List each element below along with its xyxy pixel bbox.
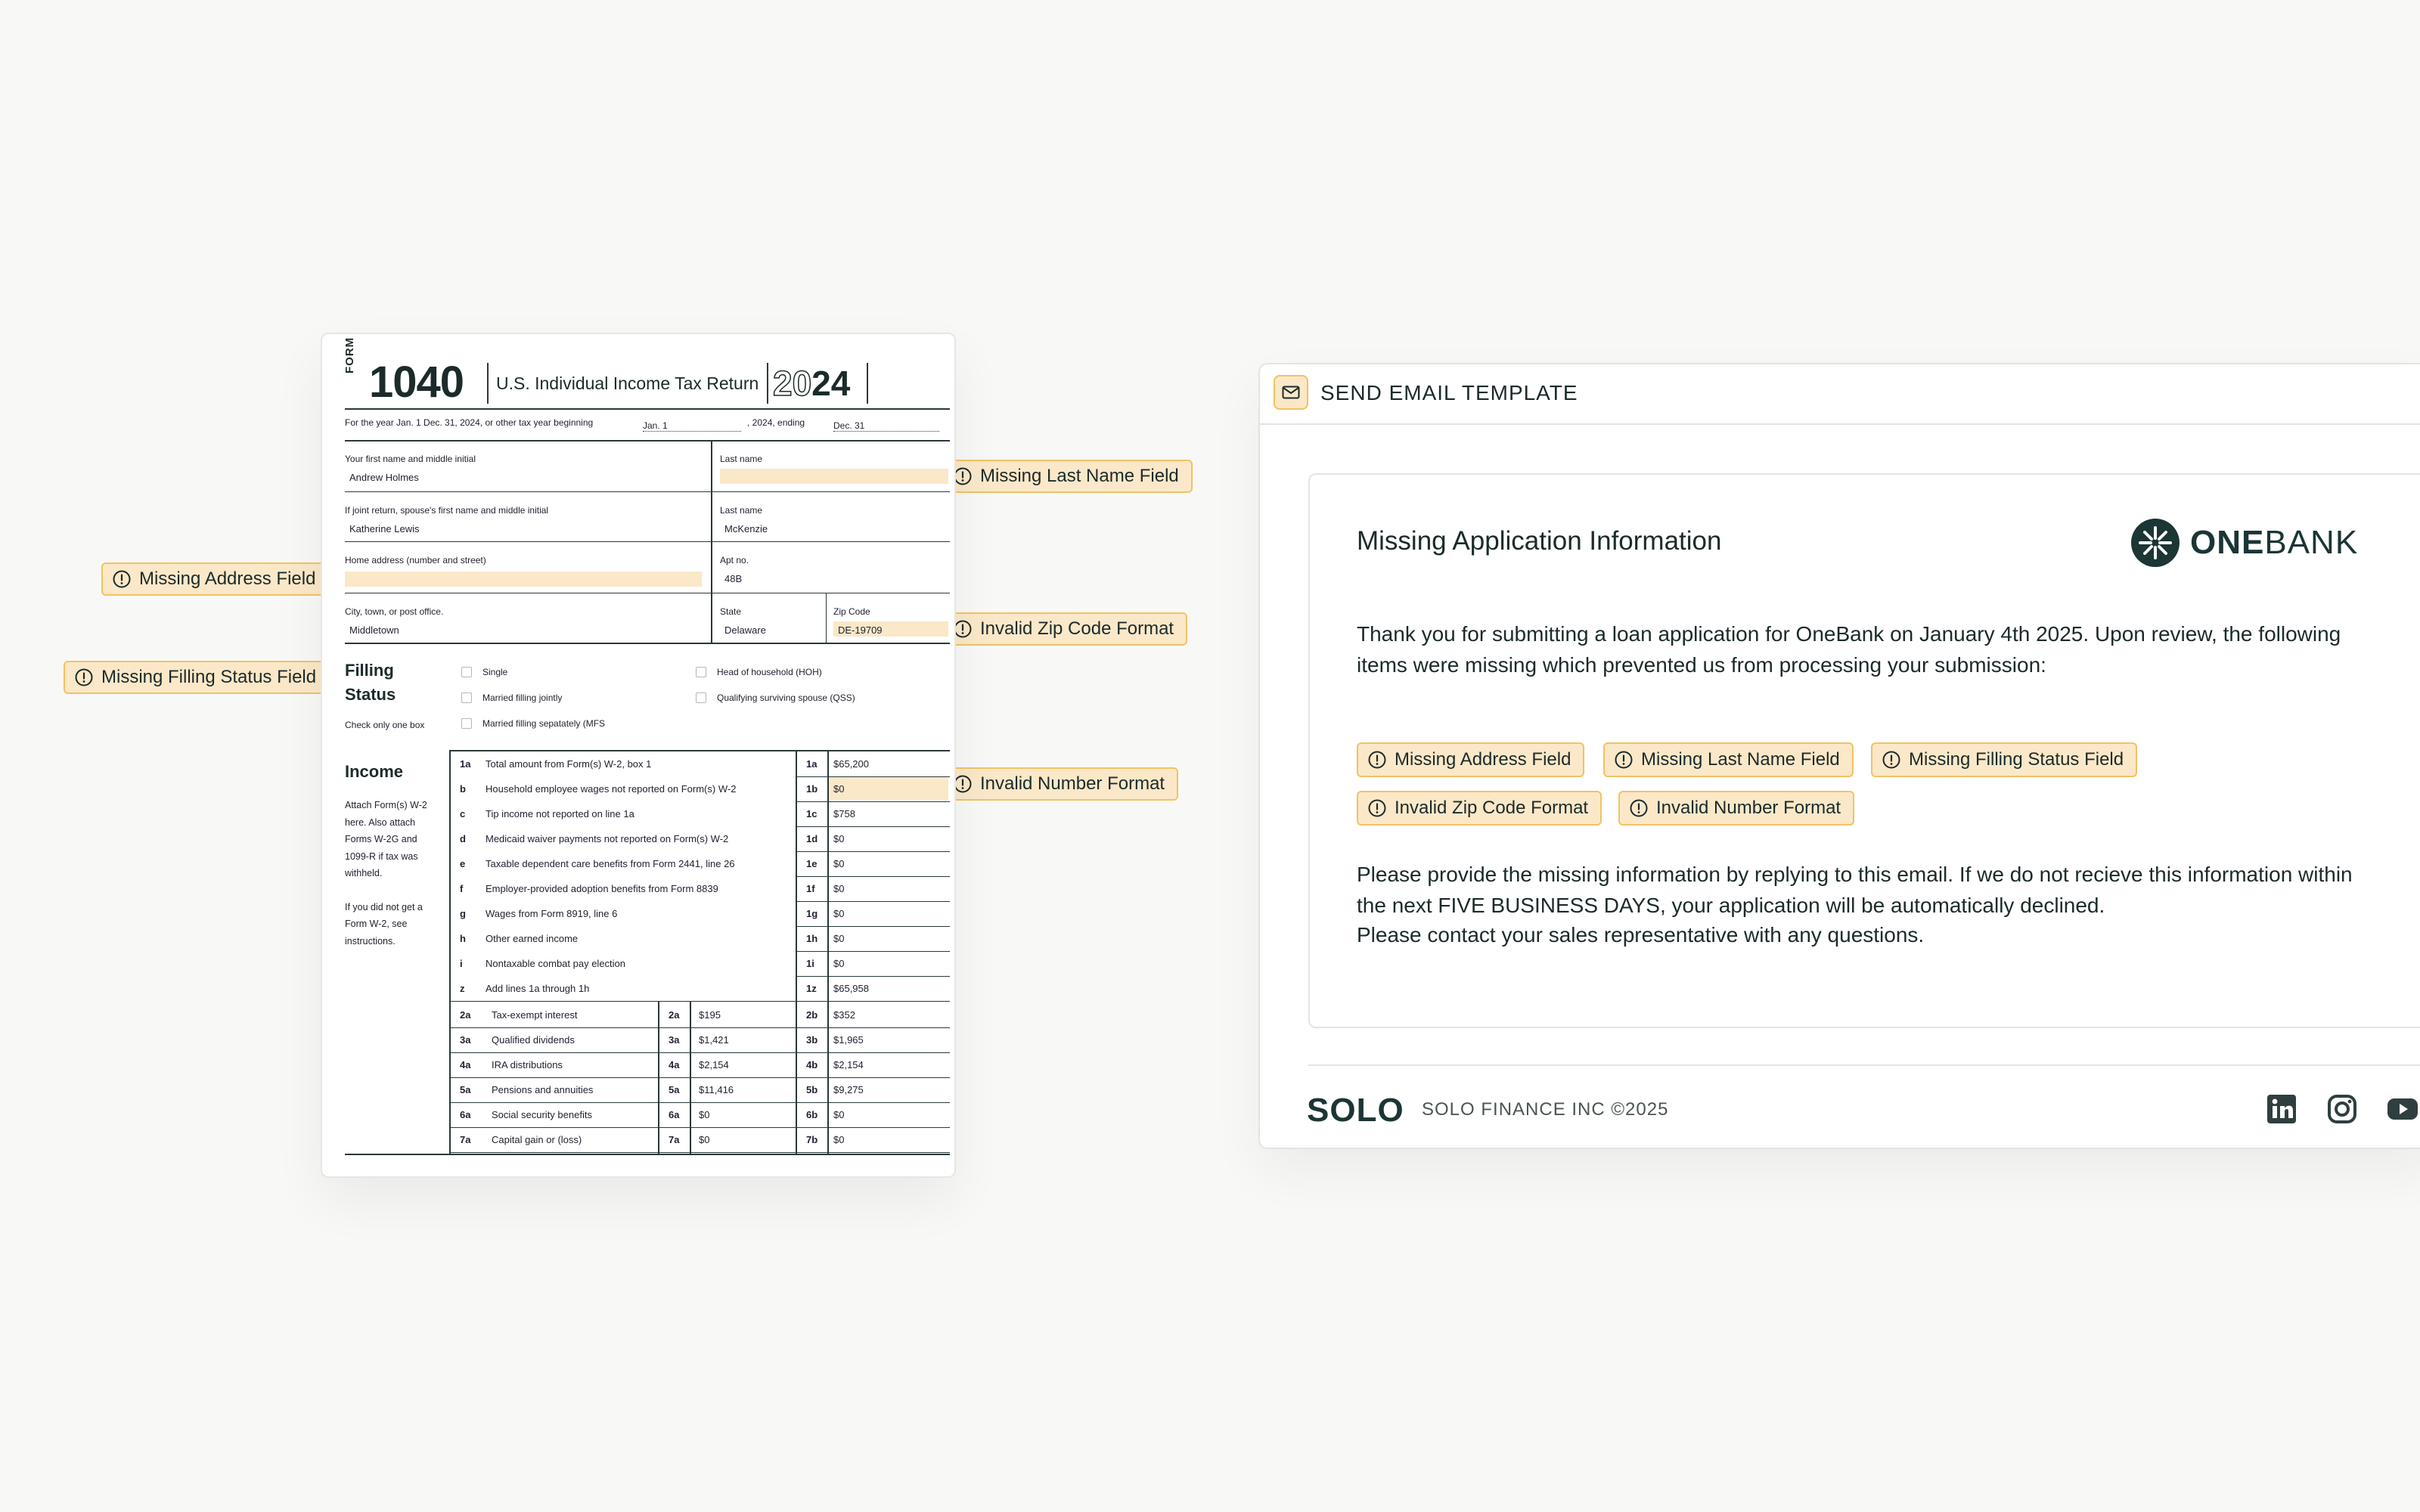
envelope-icon bbox=[1282, 386, 1300, 399]
form-label: FORM bbox=[343, 336, 356, 373]
split-line-row bbox=[449, 1102, 950, 1127]
line-code: 1i bbox=[806, 958, 814, 969]
apt-value[interactable]: 48B bbox=[724, 573, 743, 584]
line-code: 1g bbox=[806, 908, 818, 919]
rule bbox=[345, 408, 950, 410]
linkedin-icon[interactable] bbox=[2266, 1093, 2297, 1125]
line-value[interactable]: $0 bbox=[833, 783, 845, 795]
line-code-a: 6a bbox=[669, 1109, 680, 1120]
rule bbox=[345, 643, 950, 644]
line-description: Tax-exempt interest bbox=[492, 1009, 578, 1021]
email-header bbox=[1260, 364, 2420, 425]
form-title: U.S. Individual Income Tax Return bbox=[496, 373, 759, 393]
income-note-line: 1099-R if tax was bbox=[345, 850, 418, 862]
tax-year-ending-text: , 2024, ending bbox=[747, 417, 805, 428]
onebank-logo-icon bbox=[2131, 519, 2180, 567]
annotation-label: Invalid Number Format bbox=[980, 773, 1165, 794]
issue-chip-label: Missing Last Name Field bbox=[1641, 749, 1840, 770]
line-description: Employer-provided adoption benefits from Form 8839 bbox=[486, 883, 718, 894]
divider bbox=[767, 363, 768, 404]
line-value-a[interactable]: $2,154 bbox=[699, 1059, 729, 1070]
line-description: Add lines 1a through 1h bbox=[486, 983, 590, 994]
divider bbox=[690, 1002, 691, 1154]
split-line-row bbox=[449, 1077, 950, 1102]
divider bbox=[867, 363, 868, 404]
line-value-a[interactable]: $195 bbox=[699, 1009, 721, 1021]
line-value[interactable]: $758 bbox=[833, 808, 855, 820]
solo-logo: SOLO bbox=[1307, 1092, 1404, 1129]
line-value[interactable]: $0 bbox=[833, 908, 845, 919]
income-note-line: Form W-2, see bbox=[345, 919, 408, 929]
line-value-b[interactable]: $0 bbox=[833, 1134, 845, 1145]
annotation-label: Missing Filling Status Field bbox=[101, 667, 317, 687]
line-code-b: 4b bbox=[806, 1059, 818, 1070]
option-head-of-household: Head of household (HOH) bbox=[717, 667, 822, 677]
divider bbox=[658, 1002, 659, 1154]
alert-icon bbox=[1614, 750, 1634, 770]
zip-label: Zip Code bbox=[833, 606, 870, 617]
state-value[interactable]: Delaware bbox=[724, 624, 766, 636]
split-line-row bbox=[449, 1027, 950, 1052]
line-code-a: 7a bbox=[669, 1134, 680, 1145]
rule bbox=[345, 1154, 950, 1155]
issue-chip bbox=[1603, 742, 1854, 777]
line-description: Total amount from Form(s) W-2, box 1 bbox=[486, 758, 652, 770]
checkbox-married-separately[interactable] bbox=[461, 718, 472, 729]
income-line-row bbox=[449, 776, 950, 801]
line-code: 1c bbox=[806, 808, 818, 820]
youtube-icon[interactable] bbox=[2387, 1093, 2418, 1125]
line-number: f bbox=[460, 883, 464, 894]
line-number: 2a bbox=[460, 1009, 471, 1021]
income-line-row bbox=[449, 976, 950, 1001]
onebank-logo bbox=[2131, 519, 2358, 567]
split-line-row bbox=[449, 1002, 950, 1027]
spouse-first-label: If joint return, spouse's first name and middle initial bbox=[345, 505, 549, 516]
line-description: Taxable dependent care benefits from Form 2441, line 26 bbox=[486, 858, 735, 869]
state-label: State bbox=[720, 606, 742, 617]
line-number: c bbox=[460, 808, 466, 820]
income-note-line: withheld. bbox=[345, 868, 383, 878]
email-panel-title: SEND EMAIL TEMPLATE bbox=[1320, 381, 1578, 404]
income-note-line: If you did not get a bbox=[345, 901, 423, 912]
line-code-a: 2a bbox=[669, 1009, 680, 1021]
line-value-a[interactable]: $1,421 bbox=[699, 1034, 729, 1046]
line-value-a[interactable]: $11,416 bbox=[699, 1084, 734, 1095]
first-name-label: Your first name and middle initial bbox=[345, 454, 476, 464]
line-description: Pensions and annuities bbox=[492, 1084, 594, 1095]
income-note-line: Attach Form(s) W-2 bbox=[345, 800, 427, 810]
city-label: City, town, or post office. bbox=[345, 606, 444, 617]
line-code-b: 2b bbox=[806, 1009, 818, 1021]
annotation-missing-last-name bbox=[942, 460, 1193, 493]
income-note-line bbox=[345, 882, 427, 899]
option-married-separately: Married filling sepatately (MFS bbox=[482, 718, 606, 729]
annotation-missing-filing-status bbox=[64, 661, 330, 694]
issue-chip bbox=[1357, 742, 1584, 777]
issue-chip bbox=[1618, 791, 1854, 826]
line-number: 4a bbox=[460, 1059, 471, 1070]
line-value[interactable]: $0 bbox=[833, 958, 845, 969]
income-heading: Income bbox=[345, 762, 404, 781]
city-value[interactable]: Middletown bbox=[349, 624, 399, 636]
line-description: Tip income not reported on line 1a bbox=[486, 808, 634, 820]
line-description: Medicaid waiver payments not reported on Form(s) W-2 bbox=[486, 833, 729, 844]
annotation-missing-address bbox=[101, 562, 329, 596]
line-value[interactable]: $65,200 bbox=[833, 758, 869, 770]
form-year-bold: 24 bbox=[811, 364, 851, 403]
apt-label: Apt no. bbox=[720, 555, 749, 565]
line-number: b bbox=[460, 783, 466, 795]
issue-chip bbox=[1871, 742, 2137, 777]
divider bbox=[487, 363, 489, 404]
line-code-a: 3a bbox=[669, 1034, 680, 1046]
line-value-b[interactable]: $9,275 bbox=[833, 1084, 864, 1095]
line-value-a[interactable]: $0 bbox=[699, 1109, 710, 1120]
issue-chip-label: Invalid Zip Code Format bbox=[1395, 798, 1589, 818]
line-number: z bbox=[460, 983, 465, 994]
split-line-row bbox=[449, 1127, 950, 1152]
last-name-label: Last name bbox=[720, 454, 763, 464]
annotation-invalid-zip bbox=[942, 612, 1187, 646]
form-number: 1040 bbox=[369, 358, 464, 407]
line-number: 1a bbox=[460, 758, 471, 770]
line-code-b: 6b bbox=[806, 1109, 818, 1120]
first-name-value[interactable]: Andrew Holmes bbox=[349, 472, 419, 483]
income-line-row bbox=[449, 851, 950, 876]
income-note-line: here. Also attach bbox=[345, 816, 416, 828]
annotation-label: Missing Address Field bbox=[139, 569, 316, 589]
split-line-row bbox=[449, 1052, 950, 1077]
filing-status-heading-2: Status bbox=[345, 685, 396, 704]
footer-copyright: SOLO FINANCE INC ©2025 bbox=[1422, 1099, 1669, 1120]
alert-icon bbox=[1882, 750, 1901, 770]
footer-divider bbox=[1308, 1064, 2420, 1066]
email-intro: Thank you for submitting a loan application for OneBank on January 4th 2025. Upon review, the following items were missing which prevented us from processing your submission: bbox=[1357, 622, 2341, 677]
line-description: Qualified dividends bbox=[492, 1034, 575, 1046]
mail-icon bbox=[1274, 375, 1308, 410]
spouse-last-label: Last name bbox=[720, 505, 763, 516]
line-code: 1a bbox=[806, 758, 818, 770]
tax-year-text: For the year Jan. 1 Dec. 31, 2024, or other tax year beginning bbox=[345, 417, 594, 428]
line-description: Nontaxable combat pay election bbox=[486, 958, 626, 969]
email-request: Please provide the missing information by replying to this email. If we do not recieve this information within the next FIVE BUSINESS DAYS, your application will be automatically declined. bbox=[1357, 863, 2353, 917]
line-number: i bbox=[460, 958, 463, 969]
form-year bbox=[773, 363, 850, 404]
line-code: 1z bbox=[806, 983, 817, 994]
line-value-b[interactable]: $1,965 bbox=[833, 1034, 864, 1046]
line-number: d bbox=[460, 833, 466, 844]
spouse-last-value[interactable]: McKenzie bbox=[724, 523, 768, 534]
line-value[interactable]: $0 bbox=[833, 858, 845, 869]
row-rule bbox=[449, 1001, 950, 1002]
line-code-a: 5a bbox=[669, 1084, 680, 1095]
annotation-label: Invalid Zip Code Format bbox=[980, 618, 1174, 639]
issue-chip-label: Missing Filling Status Field bbox=[1909, 749, 2124, 770]
email-template-panel bbox=[1258, 363, 2420, 1149]
line-description: Wages from Form 8919, line 6 bbox=[486, 908, 618, 919]
income-note-line: Forms W-2G and bbox=[345, 834, 417, 844]
line-description: Household employee wages not reported on Form(s) W-2 bbox=[486, 783, 737, 795]
line-code-b: 3b bbox=[806, 1034, 818, 1046]
brand-bank: BANK bbox=[2264, 524, 2359, 561]
checkbox-qualifying-spouse[interactable] bbox=[696, 692, 706, 703]
instagram-icon[interactable] bbox=[2326, 1093, 2358, 1125]
checkbox-head-of-household[interactable] bbox=[696, 667, 706, 677]
line-code-a: 4a bbox=[669, 1059, 680, 1070]
line-code: 1f bbox=[806, 883, 815, 894]
form-year-outline: 20 bbox=[773, 364, 812, 403]
income-line-row bbox=[449, 901, 950, 926]
line-value[interactable]: $65,958 bbox=[833, 983, 869, 994]
income-line-row bbox=[449, 876, 950, 901]
checkbox-married-jointly[interactable] bbox=[461, 692, 472, 703]
line-number: 5a bbox=[460, 1084, 471, 1095]
option-qualifying-spouse: Qualifying surviving spouse (QSS) bbox=[717, 692, 855, 703]
annotation-label: Missing Last Name Field bbox=[980, 466, 1179, 486]
rule bbox=[345, 541, 950, 542]
line-description: IRA distributions bbox=[492, 1059, 563, 1070]
address-label: Home address (number and street) bbox=[345, 555, 486, 565]
line-code: 1b bbox=[806, 783, 818, 795]
alert-icon bbox=[1367, 750, 1387, 770]
spouse-first-value[interactable]: Katherine Lewis bbox=[349, 523, 420, 534]
line-code-b: 7b bbox=[806, 1134, 818, 1145]
line-description: Social security benefits bbox=[492, 1109, 592, 1120]
last-name-field-highlight[interactable] bbox=[720, 469, 948, 484]
alert-icon bbox=[1367, 798, 1387, 818]
line-value[interactable]: $0 bbox=[833, 833, 845, 844]
issue-chip-label: Missing Address Field bbox=[1395, 749, 1571, 770]
rule bbox=[345, 440, 950, 442]
divider bbox=[826, 593, 827, 643]
checkbox-single[interactable] bbox=[461, 667, 472, 677]
income-note-line: instructions. bbox=[345, 935, 396, 947]
email-subject: Missing Application Information bbox=[1357, 526, 1722, 556]
line-number: e bbox=[460, 858, 466, 869]
tax-form-1040 bbox=[321, 333, 956, 1178]
address-field-highlight[interactable] bbox=[345, 572, 702, 587]
rule bbox=[345, 491, 950, 492]
brand-one: ONE bbox=[2190, 524, 2265, 561]
issue-chip-label: Invalid Number Format bbox=[1656, 798, 1841, 818]
line-number: 6a bbox=[460, 1109, 471, 1120]
line-code: 1d bbox=[806, 833, 818, 844]
line-number: 3a bbox=[460, 1034, 471, 1046]
filing-status-heading-1: Filling bbox=[345, 661, 394, 680]
line-value-b[interactable]: $0 bbox=[833, 1109, 845, 1120]
income-line-row bbox=[449, 951, 950, 976]
alert-icon bbox=[112, 569, 132, 589]
email-closing: Please contact your sales representative with any questions. bbox=[1357, 923, 1925, 947]
line-code: 1e bbox=[806, 858, 818, 869]
line-value[interactable]: $0 bbox=[833, 933, 845, 944]
line-value-b[interactable]: $352 bbox=[833, 1009, 855, 1021]
line-number: h bbox=[460, 933, 466, 944]
line-value-b[interactable]: $2,154 bbox=[833, 1059, 864, 1070]
income-line-row bbox=[449, 826, 950, 851]
line-value-a[interactable]: $0 bbox=[699, 1134, 710, 1145]
line-code-b: 5b bbox=[806, 1084, 818, 1095]
line-description: Other earned income bbox=[486, 933, 579, 944]
option-single: Single bbox=[482, 667, 508, 677]
line-number: g bbox=[460, 908, 466, 919]
filing-status-note: Check only one box bbox=[345, 720, 425, 730]
issue-chip bbox=[1357, 791, 1602, 826]
annotation-invalid-number bbox=[942, 767, 1178, 801]
tax-year-begin[interactable]: Jan. 1 bbox=[643, 420, 741, 432]
alert-icon bbox=[74, 668, 94, 687]
alert-icon bbox=[1629, 798, 1649, 818]
income-note bbox=[345, 797, 427, 950]
tax-year-end[interactable]: Dec. 31 bbox=[833, 420, 939, 432]
line-number: 7a bbox=[460, 1134, 471, 1145]
income-line-row bbox=[449, 751, 950, 776]
row-rule bbox=[449, 1152, 950, 1153]
email-body-card bbox=[1308, 473, 2420, 1028]
line-code: 1h bbox=[806, 933, 818, 944]
income-line-row bbox=[449, 926, 950, 951]
line-description: Capital gain or (loss) bbox=[492, 1134, 582, 1145]
income-line-row bbox=[449, 801, 950, 826]
line-value[interactable]: $0 bbox=[833, 883, 845, 894]
zip-value: DE-19709 bbox=[838, 624, 883, 636]
option-married-jointly: Married filling jointly bbox=[482, 692, 563, 703]
